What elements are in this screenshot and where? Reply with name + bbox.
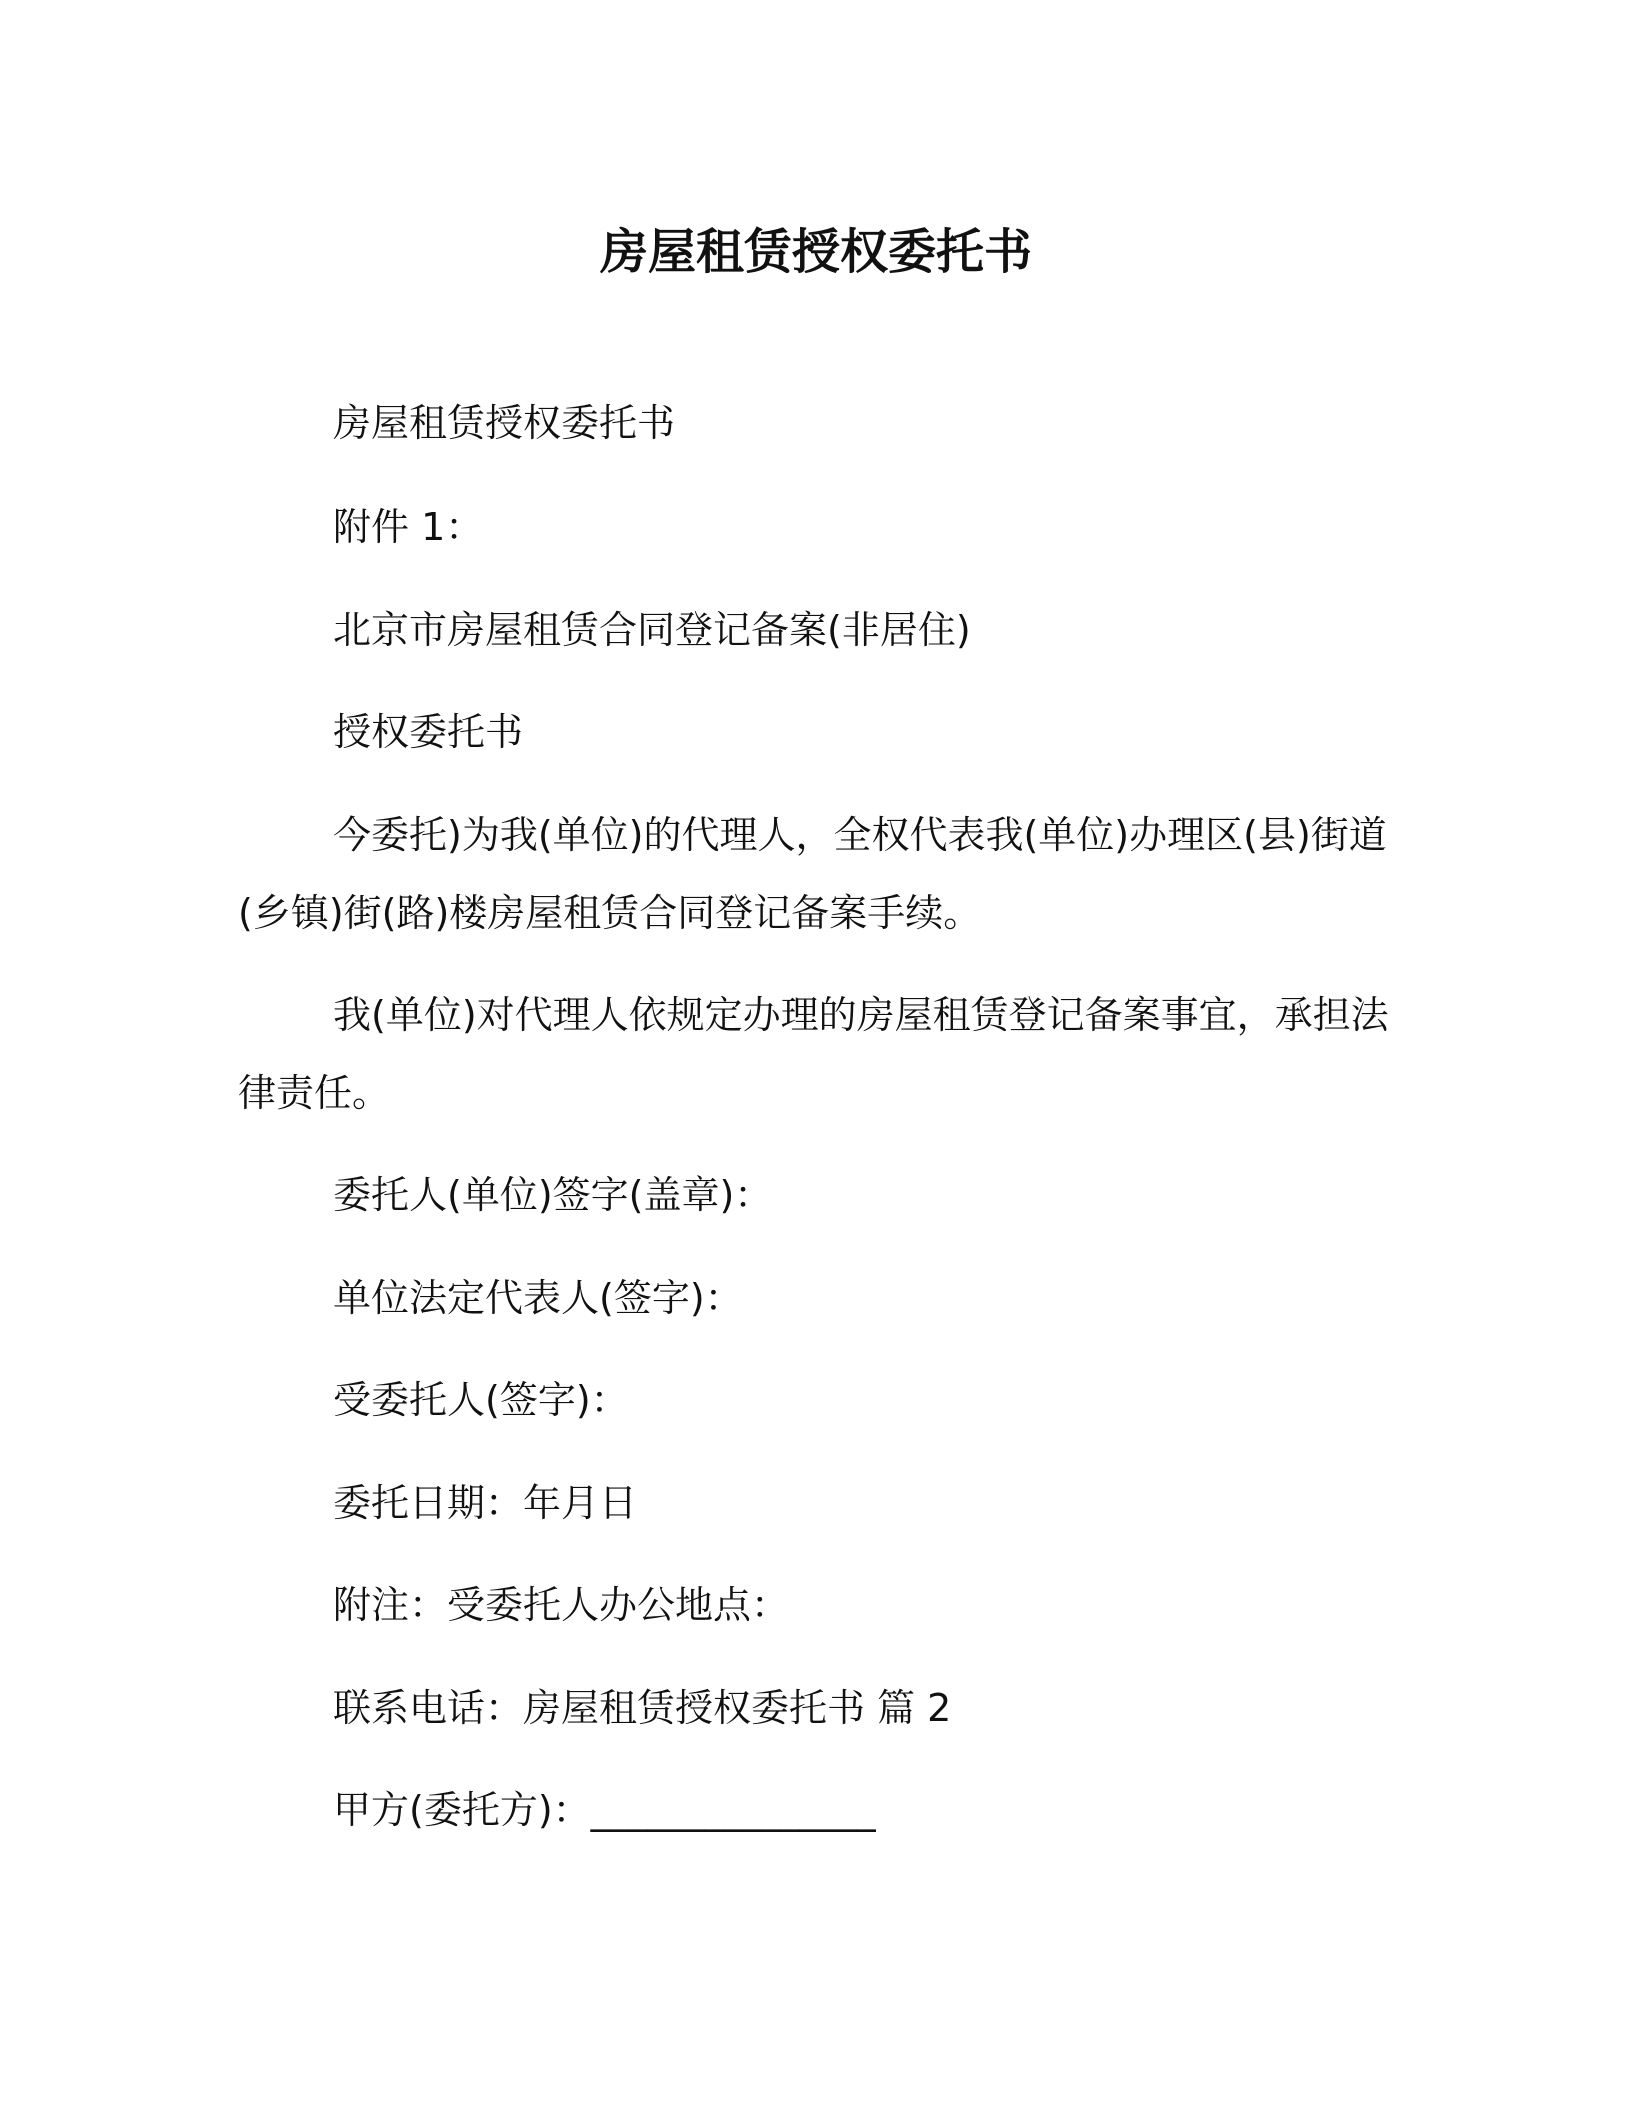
field-phone: 联系电话：房屋租赁授权委托书 篇 2	[333, 1686, 952, 1730]
field-party-a: 甲方(委托方)：_______________	[333, 1788, 876, 1832]
paragraph-subtitle: 北京市房屋租赁合同登记备案(非居住)	[333, 608, 971, 652]
paragraph-body-1: 今委托)为我(单位)的代理人，全权代表我(单位)办理区(县)街道	[333, 813, 1387, 857]
field-legal-rep-signature: 单位法定代表人(签字)：	[333, 1276, 743, 1320]
paragraph-body-2: 我(单位)对代理人依规定办理的房屋租赁登记备案事宜，承担法	[333, 993, 1389, 1037]
field-note-office: 附注：受委托人办公地点：	[333, 1583, 790, 1627]
paragraph-body-1-cont: (乡镇)街(路)楼房屋租赁合同登记备案手续。	[238, 891, 982, 935]
paragraph-attachment: 附件 1：	[333, 505, 484, 549]
paragraph-heading: 房屋租赁授权委托书	[333, 401, 676, 445]
field-principal-signature: 委托人(单位)签字(盖章)：	[333, 1173, 773, 1217]
paragraph-subtitle-2: 授权委托书	[333, 710, 524, 754]
field-date: 委托日期：年月日	[333, 1481, 638, 1525]
document-title: 房屋租赁授权委托书	[599, 224, 1032, 280]
field-agent-signature: 受委托人(签字)：	[333, 1378, 629, 1422]
paragraph-body-2-cont: 律责任。	[238, 1071, 391, 1115]
